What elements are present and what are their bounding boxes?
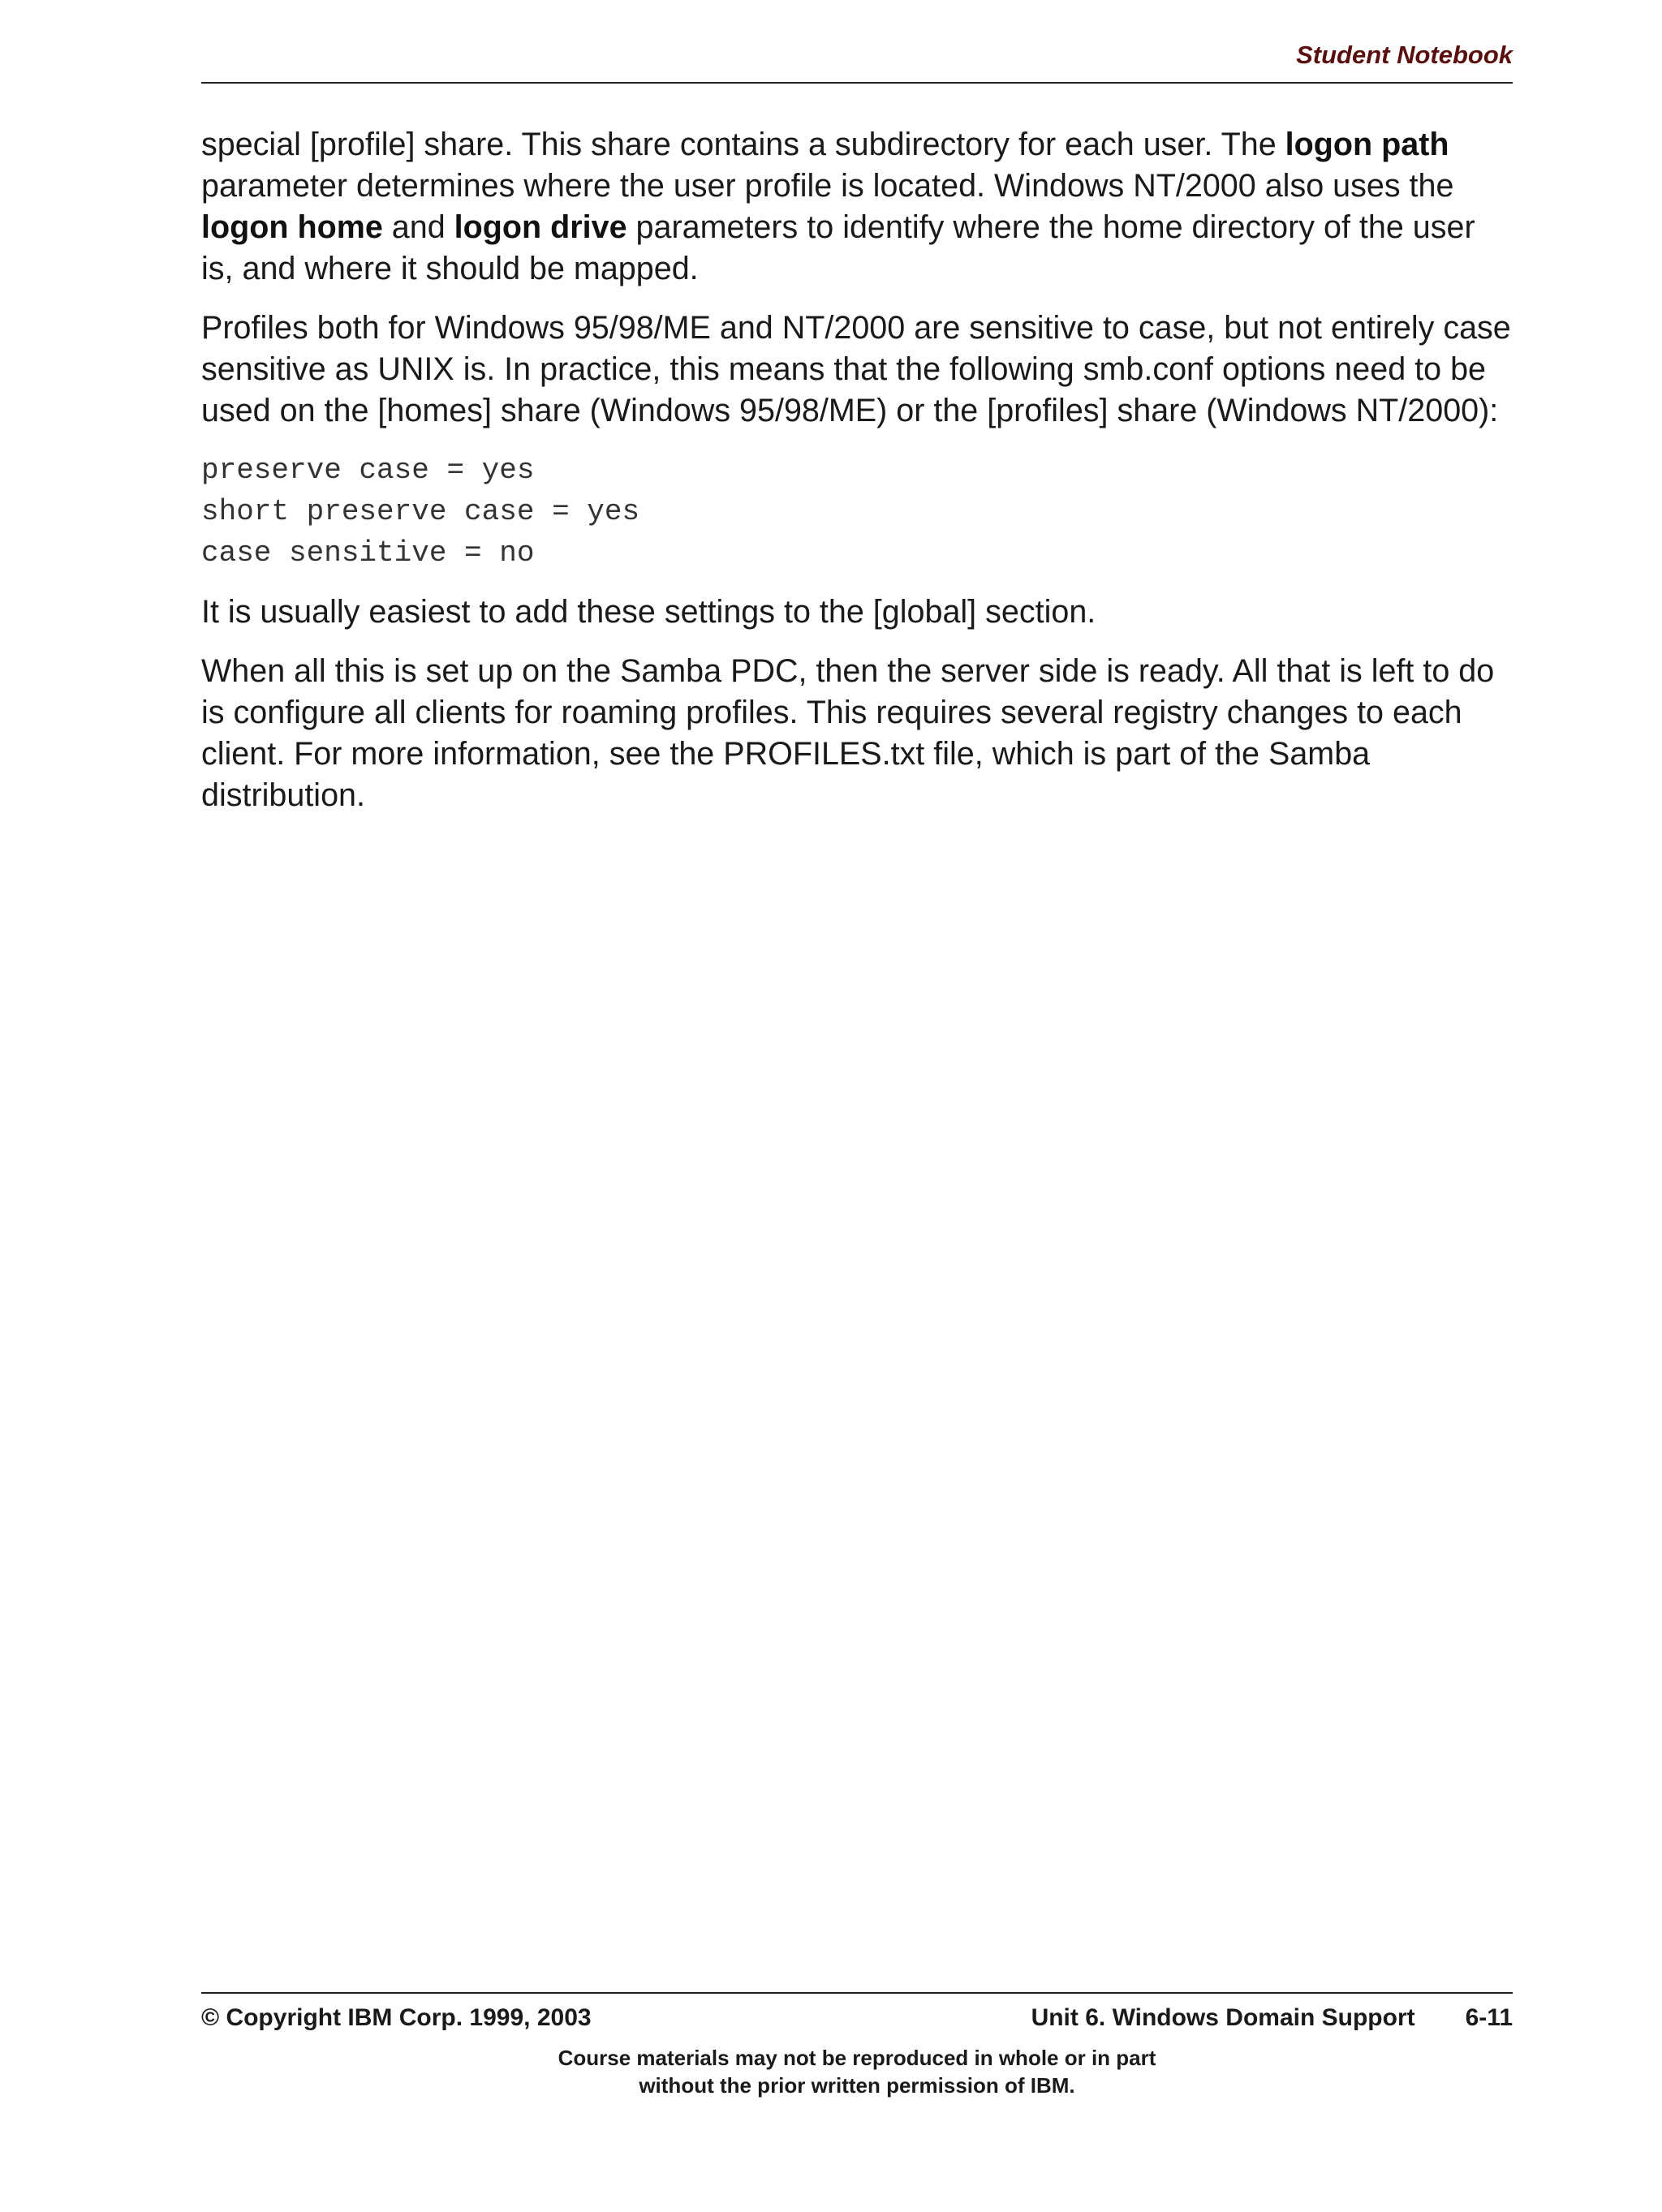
- footer-row: [201, 2004, 1513, 2037]
- footer-right: [1031, 2004, 1513, 2032]
- code-line: short preserve case = yes: [201, 495, 640, 528]
- footer-unit-title: Unit 6. Windows Domain Support: [1031, 2004, 1415, 2031]
- header-divider: [201, 82, 1513, 84]
- paragraph-profile-share: [201, 124, 1513, 290]
- term-logon-drive: logon drive: [454, 209, 627, 245]
- paragraph-text: parameters to identify where the home directory of the user is, and where it should be mapped.: [201, 209, 1475, 286]
- paragraph-text: special [profile] share. This share contains a subdirectory for each user. The: [201, 127, 1285, 162]
- footer-page-number: 6-11: [1465, 2004, 1513, 2031]
- term-logon-path: logon path: [1285, 127, 1449, 162]
- paragraph-text: and: [382, 209, 454, 245]
- paragraph-global-section: It is usually easiest to add these settings to the [global] section.: [201, 594, 1096, 630]
- footer-notice-line: Course materials may not be reproduced in whole or in part: [558, 2046, 1156, 2070]
- header-title: Student Notebook: [1296, 41, 1513, 69]
- code-line: case sensitive = no: [201, 536, 535, 570]
- footer-divider: [201, 1992, 1513, 1994]
- page-body: [201, 124, 1513, 834]
- term-logon-home: logon home: [201, 209, 383, 245]
- paragraph-samba-pdc: When all this is set up on the Samba PDC, then the server side is ready. All that is left to do is configure all clients for roaming profiles. This requires several registry changes to each client. For more information, see the PROFILES.txt file, which is part of the Samba distribution.: [201, 653, 1495, 813]
- paragraph-text: parameter determines where the user profile is located. Windows NT/2000 also uses the: [201, 168, 1454, 204]
- code-block: [201, 450, 1513, 574]
- footer-copyright: © Copyright IBM Corp. 1999, 2003: [201, 2004, 592, 2031]
- code-line: preserve case = yes: [201, 454, 535, 487]
- footer-notice-line: without the prior written permission of IBM.: [639, 2073, 1075, 2098]
- footer-notice: [201, 2044, 1513, 2099]
- paragraph-case-sensitivity: Profiles both for Windows 95/98/ME and NT/2000 are sensitive to case, but not entirely case sensitive as UNIX is. In practice, this means that the following smb.conf options need to be used on the [homes] share (Windows 95/98/ME) or the [profiles] share (Windows NT/2000):: [201, 310, 1511, 428]
